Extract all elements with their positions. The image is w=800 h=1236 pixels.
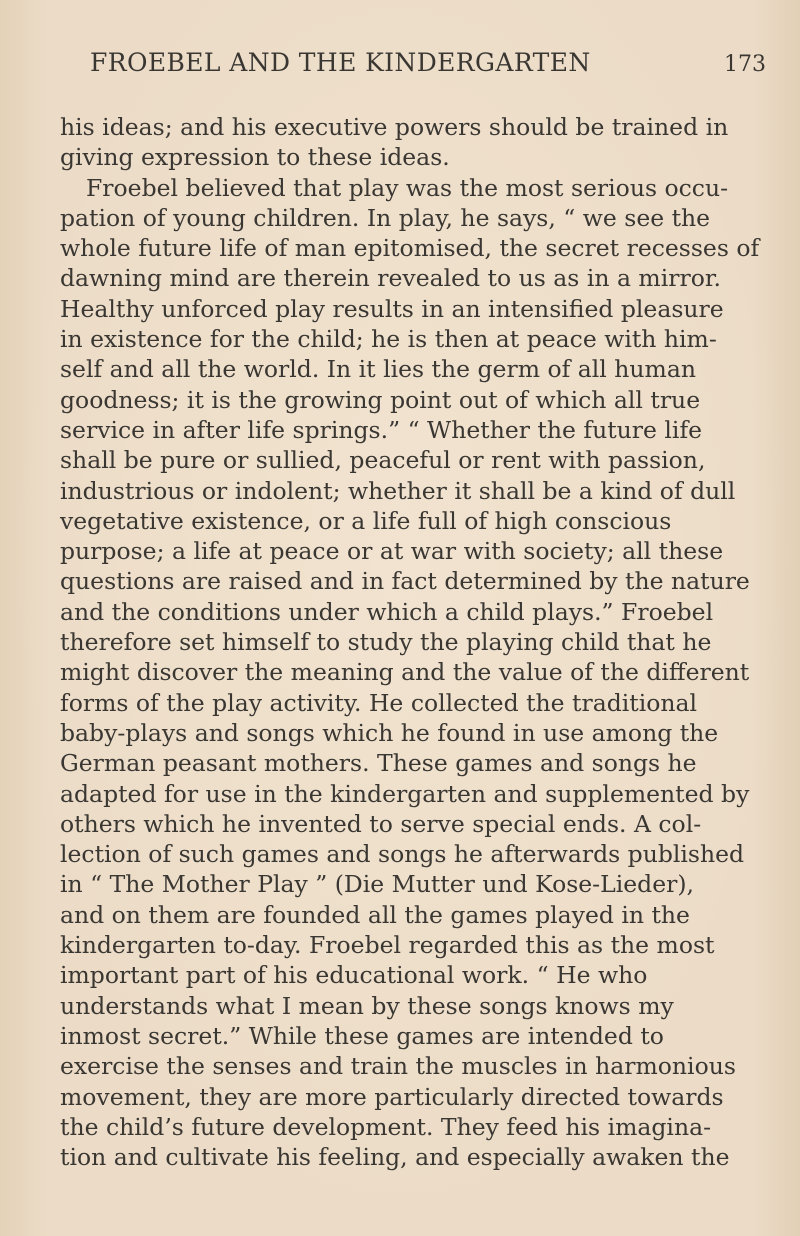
text-line: movement, they are more particularly directed towards	[60, 1082, 724, 1111]
text-line: vegetative existence, or a life full of high conscious	[60, 506, 672, 535]
text-line: lection of such games and songs he afterwards published	[60, 840, 745, 869]
text-line: questions are raised and in fact determined by the nature	[60, 567, 750, 596]
text-line: and the conditions under which a child plays.” Froebel	[60, 597, 714, 626]
text-line: giving expression to these ideas.	[60, 143, 450, 172]
text-line: kindergarten to-day. Froebel regarded this as the most	[60, 931, 715, 960]
text-line: forms of the play activity. He collected the traditional	[60, 688, 698, 717]
text-line: service in after life springs.” “ Whether the future life	[60, 415, 703, 444]
text-line: German peasant mothers. These games and songs he	[60, 749, 697, 778]
page-number: 173	[724, 52, 766, 77]
text-line: in existence for the child; he is then at peace with him-	[60, 325, 717, 354]
text-line: therefore set himself to study the playing child that he	[60, 628, 712, 657]
text-line: goodness; it is the growing point out of which all true	[60, 385, 701, 414]
text-line: adapted for use in the kindergarten and supplemented by	[60, 779, 750, 808]
text-line: understands what I mean by these songs knows my	[60, 991, 674, 1020]
text-line: and on them are founded all the games played in the	[60, 900, 690, 929]
text-line: his ideas; and his executive powers should be trained in	[60, 113, 729, 141]
body-text	[60, 112, 795, 1172]
text-line: inmost secret.” While these games are intended to	[60, 1021, 664, 1050]
text-line: pation of young children. In play, he says, “ we see the	[60, 203, 711, 232]
text-line: self and all the world. In it lies the germ of all human	[60, 355, 696, 384]
text-line: shall be pure or sullied, peaceful or rent with passion,	[60, 446, 706, 475]
text-line: industrious or indolent; whether it shall be a kind of dull	[60, 476, 736, 505]
text-line: the child’s future development. They feed his imagina-	[60, 1112, 712, 1141]
text-line: dawning mind are therein revealed to us as in a mirror.	[60, 264, 721, 293]
text-line: others which he invented to serve special ends. A col-	[60, 809, 702, 838]
text-line: whole future life of man epitomised, the secret recesses of	[60, 234, 760, 263]
text-line: important part of his educational work. “ He who	[60, 961, 648, 990]
text-line: Froebel believed that play was the most serious occu-	[86, 173, 729, 202]
text-line: Healthy unforced play results in an intensified pleasure	[60, 294, 724, 323]
text-line: might discover the meaning and the value of the different	[60, 658, 750, 687]
text-line: purpose; a life at peace or at war with society; all these	[60, 537, 724, 566]
running-head	[90, 48, 770, 88]
chapter-title: FROEBEL AND THE KINDERGARTEN	[90, 48, 591, 77]
text-line: tion and cultivate his feeling, and especially awaken the	[60, 1143, 730, 1172]
text-line: baby-plays and songs which he found in use among the	[60, 718, 719, 747]
text-line: in “ The Mother Play ” (Die Mutter und Kose-Lieder),	[60, 870, 694, 899]
text-line: exercise the senses and train the muscles in harmonious	[60, 1052, 736, 1081]
